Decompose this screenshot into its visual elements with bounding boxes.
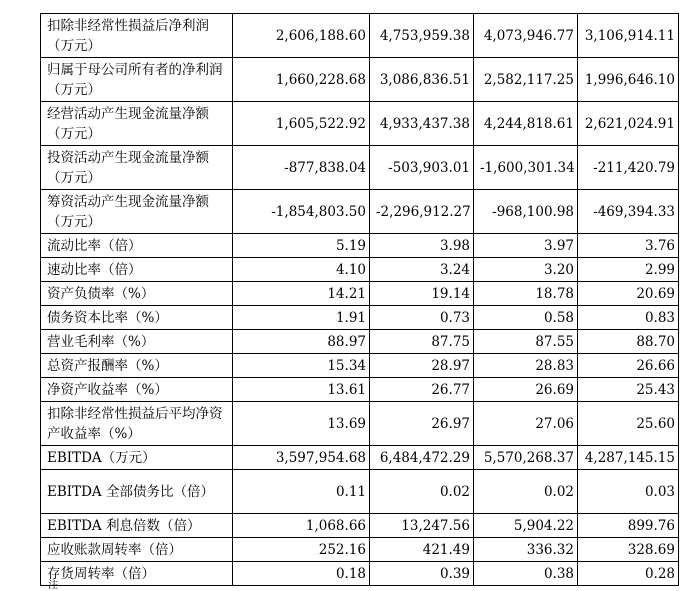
value-cell: 2.99 [578, 258, 679, 282]
value-cell: 26.69 [474, 378, 578, 402]
value-cell: 5,904.22 [474, 514, 578, 538]
value-cell: -877,838.04 [233, 146, 370, 190]
table-row [41, 378, 679, 402]
row-label: 速动比率（倍） [41, 258, 233, 282]
value-cell: 328.69 [578, 538, 679, 562]
value-cell: -1,854,803.50 [233, 190, 370, 234]
table-row [41, 190, 679, 234]
table-row [41, 402, 679, 446]
value-cell: 2,582,117.25 [474, 58, 578, 102]
value-cell: 6,484,472.29 [370, 446, 474, 470]
value-cell: 3,106,914.11 [578, 14, 679, 58]
value-cell: 87.55 [474, 330, 578, 354]
value-cell: 88.97 [233, 330, 370, 354]
value-cell: 3.76 [578, 234, 679, 258]
value-cell: 2,621,024.91 [578, 102, 679, 146]
value-cell: -503,903.01 [370, 146, 474, 190]
value-cell: 87.75 [370, 330, 474, 354]
value-cell: 26.77 [370, 378, 474, 402]
value-cell: 20.69 [578, 282, 679, 306]
value-cell: 0.73 [370, 306, 474, 330]
value-cell: 15.34 [233, 354, 370, 378]
table-row [41, 354, 679, 378]
value-cell: 28.83 [474, 354, 578, 378]
value-cell: 336.32 [474, 538, 578, 562]
table-row [41, 146, 679, 190]
value-cell: 0.39 [370, 562, 474, 586]
value-cell: -211,420.79 [578, 146, 679, 190]
value-cell: 27.06 [474, 402, 578, 446]
table-row [41, 330, 679, 354]
row-label: 扣除非经常性损益后净利润（万元） [41, 14, 233, 58]
value-cell: 0.11 [233, 470, 370, 514]
row-label: 流动比率（倍） [41, 234, 233, 258]
value-cell: -2,296,912.27 [370, 190, 474, 234]
value-cell: 13.69 [233, 402, 370, 446]
value-cell: 25.60 [578, 402, 679, 446]
value-cell: 252.16 [233, 538, 370, 562]
value-cell: 3.24 [370, 258, 474, 282]
row-label: 总资产报酬率（%） [41, 354, 233, 378]
value-cell: 2,606,188.60 [233, 14, 370, 58]
value-cell: 4,287,145.15 [578, 446, 679, 470]
row-label: 扣除非经常性损益后平均净资产收益率（%） [41, 402, 233, 446]
table-row [41, 446, 679, 470]
row-label: 存货周转率（倍） [41, 562, 233, 586]
value-cell: 25.43 [578, 378, 679, 402]
table-row [41, 102, 679, 146]
value-cell: 0.38 [474, 562, 578, 586]
table-row [41, 562, 679, 586]
value-cell: 421.49 [370, 538, 474, 562]
value-cell: 1,660,228.68 [233, 58, 370, 102]
value-cell: 4,244,818.61 [474, 102, 578, 146]
table-row [41, 234, 679, 258]
value-cell: 1,996,646.10 [578, 58, 679, 102]
row-label: EBITDA（万元） [41, 446, 233, 470]
value-cell: 13.61 [233, 378, 370, 402]
value-cell: 19.14 [370, 282, 474, 306]
table-row [41, 58, 679, 102]
table-body [41, 14, 679, 586]
value-cell: 28.97 [370, 354, 474, 378]
value-cell: -1,600,301.34 [474, 146, 578, 190]
value-cell: 5,570,268.37 [474, 446, 578, 470]
value-cell: 5.19 [233, 234, 370, 258]
value-cell: 3.98 [370, 234, 474, 258]
footnote-mark: 注 [48, 580, 58, 591]
value-cell: 3,597,954.68 [233, 446, 370, 470]
value-cell: 88.70 [578, 330, 679, 354]
value-cell: 4.10 [233, 258, 370, 282]
value-cell: 1,605,522.92 [233, 102, 370, 146]
value-cell: 3.97 [474, 234, 578, 258]
value-cell: -469,394.33 [578, 190, 679, 234]
value-cell: 0.18 [233, 562, 370, 586]
value-cell: 0.58 [474, 306, 578, 330]
row-label: 资产负债率（%） [41, 282, 233, 306]
value-cell: 4,073,946.77 [474, 14, 578, 58]
table-row [41, 282, 679, 306]
row-label: 筹资活动产生现金流量净额（万元） [41, 190, 233, 234]
value-cell: 0.02 [474, 470, 578, 514]
value-cell: 14.21 [233, 282, 370, 306]
table-row [41, 306, 679, 330]
row-label: 净资产收益率（%） [41, 378, 233, 402]
row-label: EBITDA 利息倍数（倍） [41, 514, 233, 538]
value-cell: -968,100.98 [474, 190, 578, 234]
value-cell: 899.76 [578, 514, 679, 538]
value-cell: 0.28 [578, 562, 679, 586]
table-row [41, 14, 679, 58]
value-cell: 3.20 [474, 258, 578, 282]
row-label: 经营活动产生现金流量净额（万元） [41, 102, 233, 146]
row-label: 归属于母公司所有者的净利润（万元） [41, 58, 233, 102]
value-cell: 4,753,959.38 [370, 14, 474, 58]
table-row [41, 258, 679, 282]
row-label: EBITDA 全部债务比（倍） [41, 470, 233, 514]
table-row [41, 514, 679, 538]
value-cell: 4,933,437.38 [370, 102, 474, 146]
value-cell: 1.91 [233, 306, 370, 330]
table-row [41, 538, 679, 562]
table-row [41, 470, 679, 514]
row-label: 投资活动产生现金流量净额（万元） [41, 146, 233, 190]
row-label: 营业毛利率（%） [41, 330, 233, 354]
financial-indicators-table [40, 13, 679, 586]
value-cell: 26.97 [370, 402, 474, 446]
value-cell: 13,247.56 [370, 514, 474, 538]
value-cell: 0.02 [370, 470, 474, 514]
row-label: 应收账款周转率（倍） [41, 538, 233, 562]
row-label: 债务资本比率（%） [41, 306, 233, 330]
value-cell: 0.03 [578, 470, 679, 514]
value-cell: 1,068.66 [233, 514, 370, 538]
value-cell: 0.83 [578, 306, 679, 330]
value-cell: 18.78 [474, 282, 578, 306]
value-cell: 3,086,836.51 [370, 58, 474, 102]
value-cell: 26.66 [578, 354, 679, 378]
